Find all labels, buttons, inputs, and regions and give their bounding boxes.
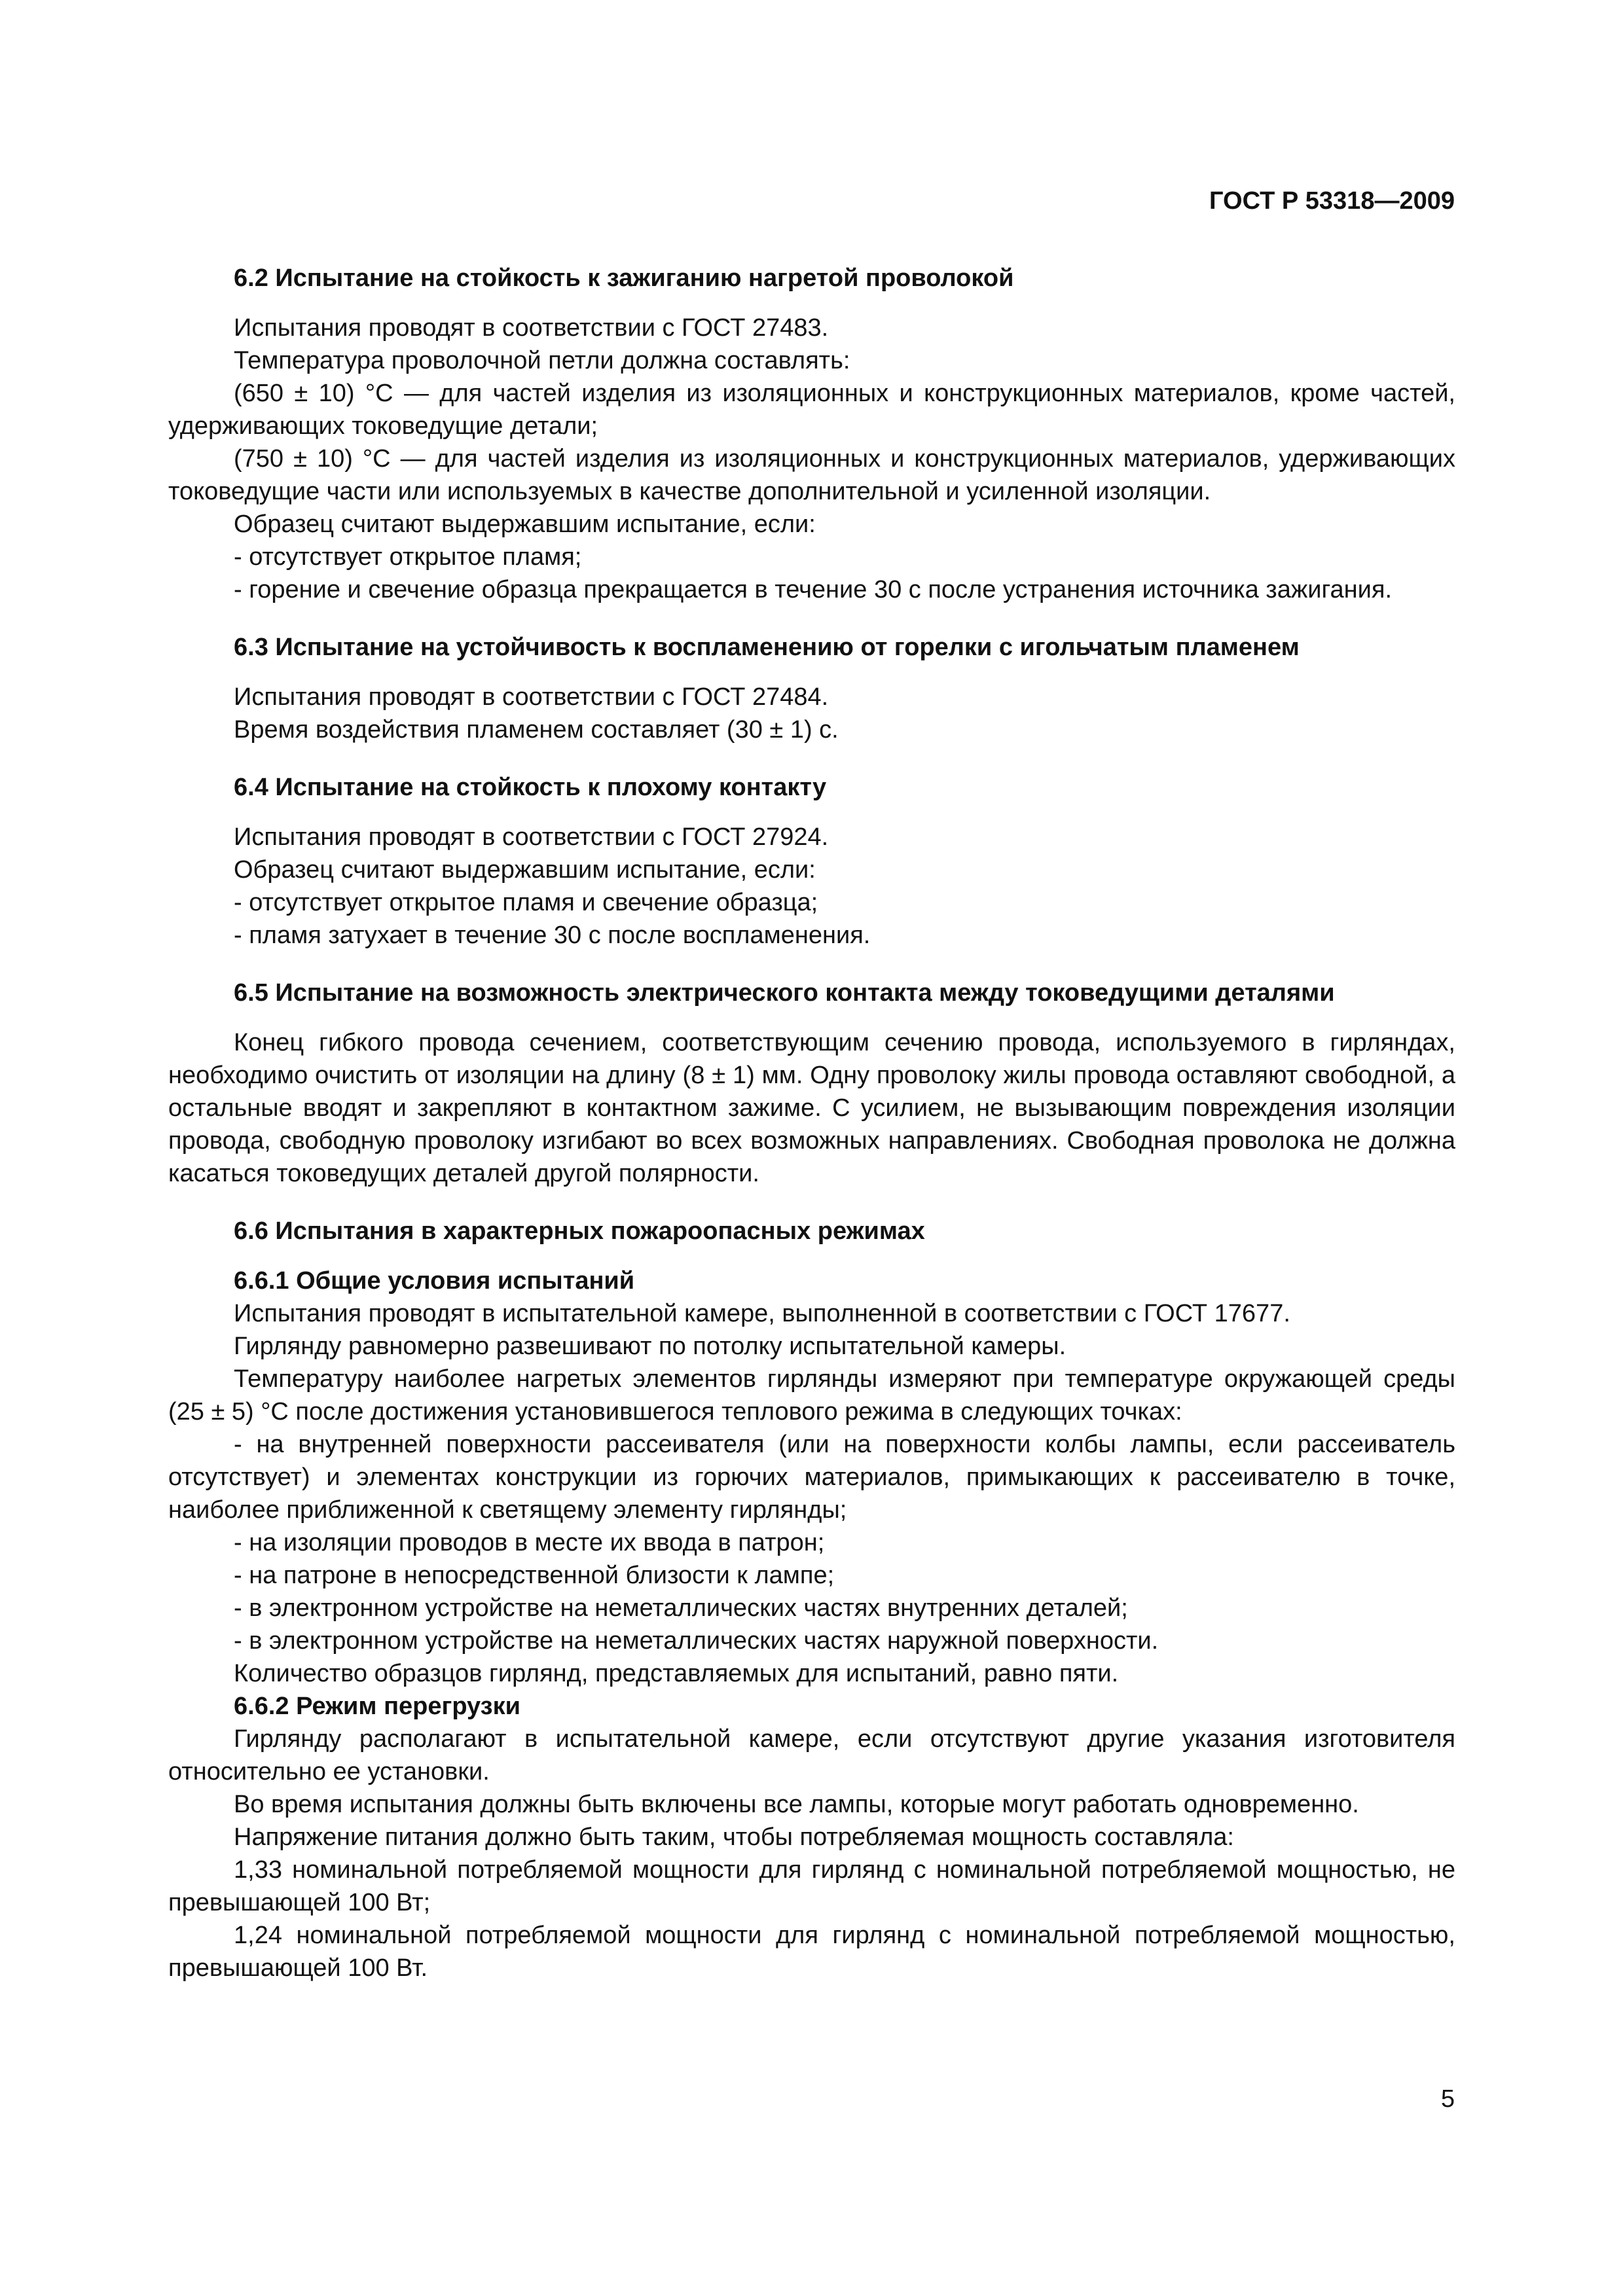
section-heading: 6.6 Испытания в характерных пожароопасных режимах [234, 1217, 925, 1245]
paragraph: Время воздействия пламенем составляет (30 ± 1) с. [234, 716, 839, 744]
list-item: - отсутствует открытое пламя и свечение образца; [234, 889, 818, 916]
list-item: - на внутренней поверхности рассеивателя (или на поверхности колбы лампы, если рассеиватель отсутствует) и элементах конструкции из горючих материалов, примыкающих к рассеивателю в точке, наиболее приближенной к светящему элементу гирлянды; [168, 1431, 1455, 1524]
paragraph: Температура проволочной петли должна составлять: [234, 347, 850, 374]
section-6-3 [168, 631, 1455, 746]
paragraph: Гирлянду равномерно развешивают по потолку испытательной камеры. [234, 1333, 1067, 1360]
paragraph: Испытания проводят в испытательной камере, выполненной в соответствии с ГОСТ 17677. [234, 1300, 1290, 1327]
section-heading: 6.4 Испытание на стойкость к плохому контакту [234, 774, 827, 801]
list-item: - отсутствует открытое пламя; [234, 543, 582, 571]
paragraph: Напряжение питания должно быть таким, чтобы потребляемая мощность составляла: [234, 1823, 1234, 1851]
subsection-heading: 6.6.2 Режим перегрузки [234, 1693, 520, 1720]
subsection-heading: 6.6.1 Общие условия испытаний [234, 1267, 635, 1295]
paragraph: Испытания проводят в соответствии с ГОСТ 27483. [234, 314, 829, 342]
section-heading: 6.2 Испытание на стойкость к зажиганию нагретой проволокой [234, 264, 1014, 292]
paragraph: 1,33 номинальной потребляемой мощности для гирлянд с номинальной потребляемой мощностью, не превышающей 100 Вт; [168, 1856, 1455, 1916]
page-body [168, 262, 1455, 1984]
section-heading: 6.5 Испытание на возможность электрического контакта между токоведущими деталями [234, 979, 1335, 1007]
document-id: ГОСТ Р 53318—2009 [1209, 187, 1455, 215]
list-item: - в электронном устройстве на неметаллических частях внутренних деталей; [234, 1594, 1128, 1622]
paragraph: (750 ± 10) °С — для частей изделия из изоляционных и конструкционных материалов, удерживающих токоведущие части или используемых в качестве дополнительной и усиленной изоляции. [168, 445, 1455, 505]
section-6-4 [168, 771, 1455, 952]
section-6-5 [168, 977, 1455, 1190]
list-item: - в электронном устройстве на неметаллических частях наружной поверхности. [234, 1627, 1159, 1655]
paragraph: Испытания проводят в соответствии с ГОСТ 27484. [234, 683, 829, 711]
section-6-6 [168, 1215, 1455, 1984]
page-number: 5 [1440, 2085, 1455, 2113]
paragraph: Гирлянду располагают в испытательной камере, если отсутствуют другие указания изготовителя относительно ее установки. [168, 1725, 1455, 1785]
list-item: - на изоляции проводов в месте их ввода в патрон; [234, 1529, 825, 1556]
paragraph: Образец считают выдержавшим испытание, если: [234, 511, 816, 538]
list-item: - пламя затухает в течение 30 с после воспламенения. [234, 922, 871, 949]
paragraph: Конец гибкого провода сечением, соответствующим сечению провода, используемого в гирляндах, необходимо очистить от изоляции на длину (8 ± 1) мм. Одну проволоку жилы провода оставляют свободной, а остальные вводят и закрепляют в контактном зажиме. С усилием, не вызывающим повреждения изоляции провода, свободную проволоку изгибают во всех возможных направлениях. Свободная проволока не должна касаться токоведущих деталей другой полярности. [168, 1029, 1455, 1187]
paragraph: Количество образцов гирлянд, представляемых для испытаний, равно пяти. [234, 1660, 1119, 1687]
paragraph: Испытания проводят в соответствии с ГОСТ 27924. [234, 823, 829, 851]
section-6-2 [168, 262, 1455, 606]
section-heading: 6.3 Испытание на устойчивость к воспламенению от горелки с игольчатым пламенем [234, 634, 1300, 661]
paragraph: Во время испытания должны быть включены все лампы, которые могут работать одновременно. [234, 1791, 1359, 1818]
list-item: - на патроне в непосредственной близости к лампе; [234, 1562, 835, 1589]
paragraph: 1,24 номинальной потребляемой мощности для гирлянд с номинальной потребляемой мощностью, превышающей 100 Вт. [168, 1922, 1455, 1982]
list-item: - горение и свечение образца прекращается в течение 30 с после устранения источника зажигания. [234, 576, 1393, 603]
paragraph: (650 ± 10) °С — для частей изделия из изоляционных и конструкционных материалов, кроме частей, удерживающих токоведущие детали; [168, 380, 1455, 440]
paragraph: Образец считают выдержавшим испытание, если: [234, 856, 816, 884]
paragraph: Температуру наиболее нагретых элементов гирлянды измеряют при температуре окружающей среды (25 ± 5) °С после достижения установившегося теплового режима в следующих точках: [168, 1365, 1455, 1426]
